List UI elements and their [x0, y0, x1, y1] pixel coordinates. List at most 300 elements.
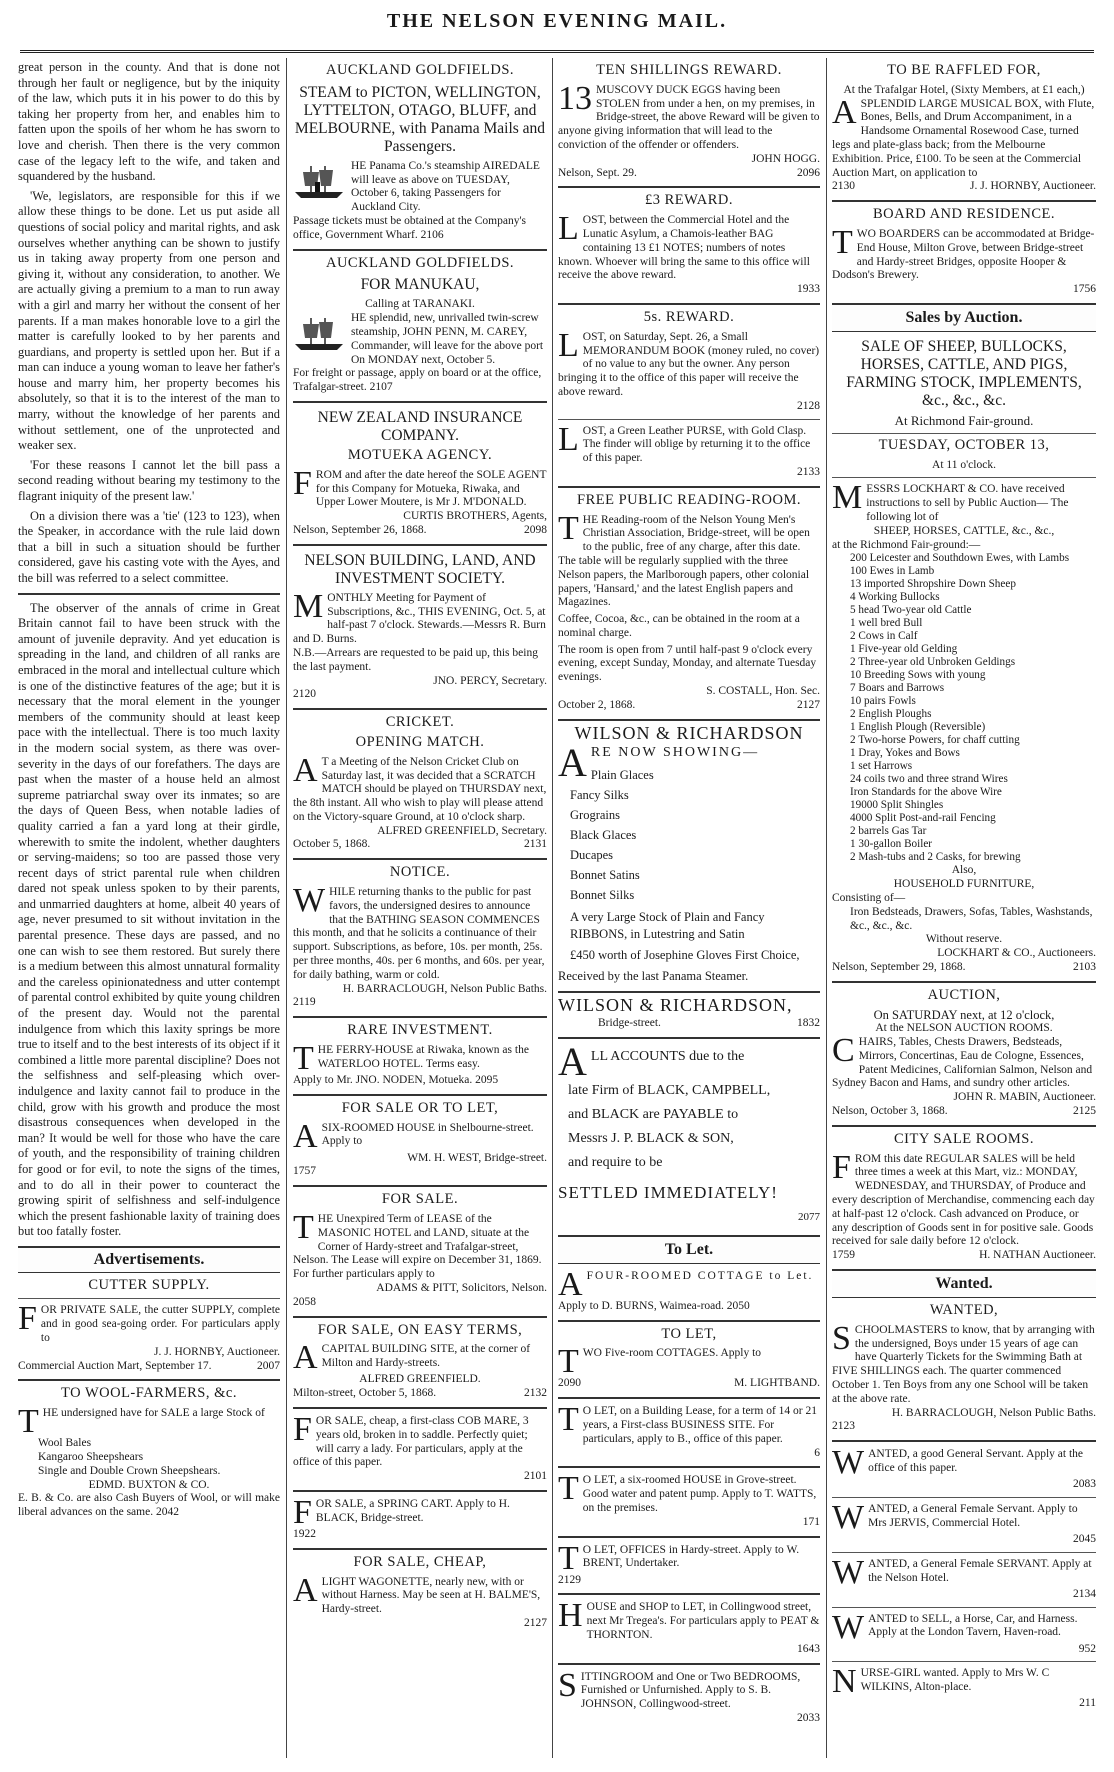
steamship-icon [293, 162, 345, 202]
drop-cap: C [832, 1032, 855, 1070]
ad-subtitle: At the Trafalgar Hotel, (Sixty Members, at £1 each,) [843, 83, 1085, 96]
divider [558, 1593, 820, 1595]
ad-ref: 2090 [558, 1377, 581, 1390]
ad-signature: H. NATHAN Auctioneer. [979, 1249, 1096, 1262]
ad-wagonette [293, 1553, 547, 1631]
divider [832, 1497, 1096, 1498]
drop-cap: F [832, 1148, 851, 1186]
drop-cap: W [832, 1553, 865, 1591]
divider [558, 486, 820, 488]
ad-ref: 1933 [797, 283, 820, 296]
drop-cap: H [558, 1597, 583, 1635]
ad-ref: 2128 [797, 399, 820, 412]
drop-cap: T [832, 223, 853, 261]
divider [832, 477, 1096, 478]
divider [293, 1490, 547, 1492]
ad-footer: Commercial Auction Mart, September 17. [18, 1359, 212, 1372]
ad-footer: Milton-street, October 5, 1868. [293, 1387, 437, 1400]
ad-signature: JNO. PERCY, Secretary. [433, 674, 547, 687]
ad-ref: 171 [802, 1515, 820, 1528]
list-item: 4 Working Bullocks [850, 591, 940, 604]
ad-ref: 2133 [797, 465, 820, 478]
ad-wool-farmers [18, 1387, 280, 1520]
divider [293, 544, 547, 546]
drop-cap: A [558, 1038, 587, 1084]
ad-footer: E. B. & Co. are also Cash Buyers of Wool, or will make liberal advances on the same. [18, 1492, 280, 1519]
ad-also: Also, [951, 864, 977, 877]
ad-ref: 6 [814, 1446, 820, 1459]
ad-lot: SHEEP, HORSES, CATTLE, &c., &c., [873, 524, 1055, 537]
ad-line: Messrs J. P. BLACK & SON, [568, 1130, 734, 1146]
list-item: 19000 Split Shingles [850, 799, 944, 812]
ad-building-site [293, 1321, 547, 1401]
ad-signature: CURTIS BROTHERS, Agents, [403, 510, 547, 523]
list-item: 2 English Ploughs [850, 708, 932, 721]
divider [293, 708, 547, 710]
drop-cap: F [18, 1300, 37, 1338]
ad-headline: RE NOW SHOWING— [590, 745, 760, 761]
divider [558, 1320, 820, 1322]
column-divider [286, 58, 287, 1758]
editorial-paragraph: 'We, legislators, are responsible for this if we allow these things to be done. Let us put aside all questions of social policy and marital rights, and ask ourselves whether anything can be shown to justify us in taking away property from one person and giving it, without any consideration, to another. We are actually giving a premium to a man to run away with a girl and marry her without the consent of her parents. If a man makes honorable love to a girl the matter is carefully looked to by her parents and guardians, and property is settled upon her. But if a man can induce a young woman to leave her father's house and marry him, her property becomes his absolutely, so that it is to the interest of the man to marry, without the knowledge of her parents and without settlement, one of the unprotected and weaker sex. [18, 188, 280, 453]
ad-body: O LET, on a Building Lease, for a term of 14 or 21 years, a First-class BUSINESS SITE. For particulars, apply to B., office of this paper. [582, 1405, 817, 1445]
ad-ref: 2123 [832, 1420, 855, 1433]
list-item: 100 Ewes in Lamb [850, 565, 935, 578]
ad-ref: 2129 [558, 1573, 581, 1586]
divider [293, 1094, 547, 1096]
drop-cap: A [293, 1571, 318, 1609]
ad-title: £3 REWARD. [645, 192, 733, 209]
divider [558, 1397, 820, 1399]
ad-ref: 2125 [1073, 1105, 1096, 1118]
ad-ref: 2083 [1073, 1478, 1096, 1491]
list-item: Fancy Silks [570, 788, 629, 803]
ad-title: FOR SALE OR TO LET, [341, 1099, 499, 1116]
ad-ref: 2130 [832, 180, 855, 193]
column-ads-2 [293, 60, 547, 1760]
ad-footer: October 2, 1868. [558, 698, 636, 711]
drop-cap: L [558, 210, 579, 248]
ad-signature: J. J. HORNBY, Auctioneer. [970, 180, 1096, 193]
drop-cap: T [558, 1401, 579, 1439]
divider [832, 1125, 1096, 1127]
ad-title: FOR SALE. [381, 1191, 459, 1208]
ad-schoolmasters [832, 1304, 1096, 1434]
ad-title: WILSON & RICHARDSON [574, 722, 804, 743]
ad-body: HE splendid, new, unrivalled twin-screw steamship, JOHN PENN, M. CAREY, Commander, will leave for the above port On MONDAY next, October 5. [351, 312, 544, 366]
ad-body: HE Reading-room of the Nelson Young Men's Christian Association, Bridge-street, will be open to the public, free of any charge, after this date. The table will be regularly supplied with the three Nelson papers, the Marlborough papers, other colonial papers, 'Hansard,' and the latest English papers and Magazines. [558, 513, 810, 609]
ad-title: WANTED, [929, 1302, 999, 1319]
ad-cricket [293, 716, 547, 852]
ad-title: AUCKLAND GOLDFIELDS. [325, 62, 515, 78]
divider [832, 981, 1096, 983]
list-item: 10 pairs Fowls [850, 695, 916, 708]
ad-ref: 2095 [475, 1074, 499, 1087]
ad-title: AUCKLAND GOLDFIELDS. [325, 254, 515, 271]
list-item: 2 Cows in Calf [850, 630, 918, 643]
drop-cap: T [18, 1403, 39, 1441]
list-item: Black Glaces [570, 828, 637, 843]
ad-body: OR SALE, a SPRING CART. Apply to H. BLACK, Bridge-street. [315, 1497, 510, 1524]
ad-offices [558, 1539, 820, 1588]
divider [832, 433, 1096, 434]
ad-body: HE Panama Co.'s steamship AIREDALE will leave as above on TUESDAY, October 6, taking Passengers for Auckland City. [351, 159, 540, 214]
ad-title: NEW ZEALAND INSURANCE COMPANY. [317, 408, 523, 444]
divider [558, 1663, 820, 1665]
ad-headline: SALE OF SHEEP, BULLOCKS, HORSES, CATTLE, AND PIGS, FARMING STOCK, IMPLEMENTS, &c., &c., &c. [846, 337, 1082, 409]
drop-cap: T [293, 1209, 314, 1247]
ad-body: URSE-GIRL wanted. Apply to Mrs W. C WILKINS, Alton-place. [860, 1667, 1050, 1694]
ad-body: SIX-ROOMED HOUSE in Shelbourne-street. Apply to [321, 1121, 534, 1148]
ad-place: At Richmond Fair-ground. [894, 412, 1034, 428]
steamship-icon [293, 314, 345, 354]
ad-cob-mare [293, 1411, 547, 1484]
ad-ref: 1922 [293, 1527, 316, 1540]
ad-title: WILSON & RICHARDSON, [558, 995, 793, 1016]
ad-title: NOTICE. [389, 864, 451, 881]
divider [293, 1316, 547, 1318]
ad-auckland-goldfields-1 [293, 64, 547, 243]
ad-line: and require to be [568, 1154, 663, 1170]
ad-body: OR SALE, cheap, a first-class COB MARE, 3 years old, broken in to saddle. Perfectly quiet; will carry a lady. For particulars, apply at the office of this paper. [293, 1415, 529, 1469]
ad-body: WO BOARDERS can be accommodated at Bridge-End House, Milton Grove, between Bridge-street and Hardy-street Bridges, opposite Hooper & Dodson's Brewery. [832, 227, 1095, 282]
ad-title: FOR SALE, CHEAP, [353, 1553, 487, 1570]
drop-cap: A [293, 751, 318, 789]
ad-ref: 2127 [797, 698, 820, 711]
divider [558, 991, 820, 993]
ad-ref: 2127 [524, 1616, 547, 1629]
divider [558, 1037, 820, 1039]
ad-body: OST, between the Commercial Hotel and the Lunatic Asylum, a Chamois-leather BAG containing 13 £1 NOTES; numbers of notes known. Whoever will bring the same to this office will receive the above reward. [558, 214, 810, 282]
ad-subtitle: OPENING MATCH. [355, 733, 485, 750]
ad-footer: Nelson, October 3, 1868. [832, 1105, 948, 1118]
divider [558, 303, 820, 305]
ad-ref: 2131 [524, 838, 547, 851]
ad-ref: 2098 [524, 523, 547, 536]
divider [18, 593, 280, 595]
column-ads-3 [558, 60, 820, 1760]
list-item: 4000 Split Post-and-rail Fencing [850, 812, 996, 825]
ad-paragraph: £450 worth of Josephine Gloves First Choice, [570, 948, 800, 963]
sales-by-auction-heading: Sales by Auction. [832, 303, 1096, 332]
ad-signature: M. LIGHTBAND. [734, 1377, 820, 1390]
ad-body: HE undersigned have for SALE a large Stock of [42, 1407, 265, 1420]
ad-title: TO BE RAFFLED FOR, [887, 62, 1041, 78]
ad-ref: 1759 [832, 1249, 855, 1262]
ad-body: ROM this date REGULAR SALES will be held three times a week at this Mart, viz.: MONDAY, WEDNESDAY, and THURSDAY, of Produce and every description of Merchandise, commencing each day at half-past 12 o'clock. Cash advanced on Produce, or any description of Goods sent in for positive sale. Goods received for sale daily before 12 o'clock. [832, 1152, 1095, 1248]
ad-body: ESSRS LOCKHART & CO. have received instructions to sell by Public Auction— The following lot of [866, 483, 1069, 523]
column-divider [552, 58, 553, 1758]
ad-notice-baths [293, 866, 547, 1010]
ad-subtitle: At the NELSON AUCTION ROOMS. [875, 1022, 1053, 1035]
divider [832, 1661, 1096, 1662]
ad-ref: 2096 [797, 166, 820, 179]
drop-cap: W [832, 1444, 865, 1482]
divider [293, 401, 547, 403]
ad-paragraph: Received by the last Panama Steamer. [558, 969, 749, 984]
divider [293, 249, 547, 251]
ad-sale-or-let [293, 1099, 547, 1179]
ad-subtitle: On SATURDAY next, at 12 o'clock, [873, 1007, 1055, 1022]
list-item: 1 Five-year old Gelding [850, 643, 958, 656]
ad-title: FOR SALE, ON EASY TERMS, [317, 1321, 523, 1338]
divider [293, 1407, 547, 1409]
ad-house-shop [558, 1597, 820, 1656]
ad-body: HE Unexpired Term of LEASE of the MASONIC HOTEL and LAND, situate at the Corner of Hardy-street and Trafalgar-street, Nelson. The Lease will expire on December 31, 1869. For further particulars apply to [293, 1213, 542, 1281]
ad-title: NELSON BUILDING, LAND, AND INVESTMENT SOCIETY. [304, 551, 536, 587]
ad-signature: WM. H. WEST, Bridge-street. [407, 1151, 547, 1164]
ad-auckland-goldfields-2 [293, 254, 547, 395]
drop-cap: T [293, 1040, 314, 1078]
drop-cap: T [558, 1343, 579, 1381]
editorial-paragraph: On a division there was a 'tie' (123 to 123), when the Speaker, in accordance with the rule laid down that a bill in such a situation should be further considered, gave his casting vote with the Ayes, and the bill was referred to a select committee. [18, 508, 280, 585]
ad-body: ANTED, a General Female Servant. Apply to Mrs JERVIS, Commercial Hotel. [868, 1503, 1078, 1529]
drop-cap: A [293, 1117, 318, 1155]
column-divider [826, 58, 827, 1758]
ad-sitting-room [558, 1666, 820, 1726]
ad-signature: H. BARRACLOUGH, Nelson Public Baths. [342, 982, 547, 995]
list-item: 1 30-gallon Boiler [850, 838, 933, 851]
ad-subtitle: Calling at TARANAKI. [365, 298, 475, 311]
drop-cap: N [832, 1663, 857, 1701]
ad-ref: 1643 [797, 1642, 820, 1655]
ad-body: ANTED, a good General Servant. Apply at the office of this paper. [868, 1448, 1084, 1475]
ad-ref: 211 [1079, 1697, 1096, 1710]
ad-wanted-female-servant [832, 1499, 1096, 1547]
divider [558, 419, 820, 420]
ad-ref: 2007 [257, 1359, 280, 1372]
ad-footer: October 5, 1868. [293, 838, 371, 851]
ad-body: ANTED to SELL, a Horse, Car, and Harness. Apply at the London Tavern, Haven-road. [868, 1612, 1078, 1639]
ad-title: CUTTER SUPPLY. [88, 1276, 210, 1293]
editorial-paragraph: The observer of the annals of crime in Great Britain cannot fail to have been struck with the amount of juvenile depravity. And yet education is spreading in the land, and children of all ranks are embraced in the moral and intellectual culture which is one of the distinctive features of the age; but it is necessary that the moral element in the younger members of the community should at least keep pace with the intellectual. There is too much laxity in the modern social system, as there was over-severity in the days of our forefathers. The days are past when the master of a house held an almost supreme patriarchal sway over its inmates; so are the days of Queen Bess, when notable ladies of quality carried a fan a yard long at their girdle, wherewith to smite the indolent, whether daughters or serving-maidens; so too are passed those very recent days of strict parental rule when children dared not speak unless spoken to by their parents, and unmarried daughters at home, albeit 40 years of age, never presumed to sit without invitation in the parental presence. These days are passed, and no one can wish to see them restored. But surely there is a medium between this almost unnatural formality and the careless opinionatedness and utter contempt of parental control exhibited by quite young children of the present day. Would not the parental indulgence from which this laxity springs be more true to itself and to the best interests of its object if it combined a little more parental discipline? Does not the selfishness and self-pleasing which over-indulgence and laxity cannot fail to produce in the child, grow with his growth and produce the most disastrous consequences when developed in the man? It would be well for those who have the care of youth, and the responsibility of training children for good or for evil, to note the signs of the times, and to do all in their power to counteract the growing spirit of selfishness and self-indulgence which the present fashionable laxity of training does but too fatally foster. [18, 600, 280, 1239]
ad-body: O LET, OFFICES in Hardy-street. Apply to W. BRENT, Undertaker. [582, 1543, 800, 1570]
ad-ref: 2103 [1073, 960, 1096, 973]
ad-line: LL ACCOUNTS due to the [590, 1048, 745, 1064]
ad-signature: ALFRED GREENFIELD, Secretary. [377, 824, 547, 837]
ad-paragraph: Coffee, Cocoa, &c., can be obtained in the room at a nominal charge. [558, 613, 800, 639]
ad-body: ANTED, a General Female SERVANT. Apply at the Nelson Hotel. [868, 1557, 1092, 1584]
ad-nurse-girl [832, 1663, 1096, 1711]
ad-title: BOARD AND RESIDENCE. [873, 206, 1055, 223]
ad-signature: JOHN HOGG. [751, 152, 820, 165]
ad-ref: 2050 [726, 1299, 750, 1312]
ad-ref: 1757 [293, 1165, 316, 1178]
drop-cap: A [558, 740, 587, 786]
ad-ref: 952 [1078, 1642, 1096, 1655]
ad-consisting: Consisting of— [832, 891, 906, 904]
editorial-paragraph: 'For these reasons I cannot let the bill pass a second reading without bearing my testimony to the flagrant iniquity of the present law.' [18, 457, 280, 504]
ad-wanted-nelson-hotel [832, 1553, 1096, 1602]
divider [293, 858, 547, 860]
masthead: THE NELSON EVENING MAIL. [386, 10, 728, 32]
list-item: 1 well bred Bull [850, 617, 923, 630]
column-ads-4 [832, 60, 1096, 1760]
drop-cap: F [293, 464, 312, 502]
ad-body: CHOOLMASTERS to know, that by arranging with the undersigned, Boys under 15 years of age can have Quarterly Tickets for the Swimming Bath at FIVE SHILLINGS each. The quarter commenced October 1. Ten Boys from any one School will be taken at the above rate. [832, 1323, 1095, 1405]
ad-ref: 2134 [1073, 1587, 1096, 1600]
list-item: 2 Three-year old Unbroken Geldings [850, 656, 1016, 669]
ad-auction-saturday [832, 986, 1096, 1119]
list-item: 5 head Two-year old Cattle [850, 604, 972, 617]
ad-ref: 2101 [524, 1470, 547, 1483]
list-item: Ducapes [570, 848, 614, 863]
ad-body: HAIRS, Tables, Chests Drawers, Bedsteads, Mirrors, Concertinas, Eau de Cologne, Essences, Patent Medicines, Californian Salmon, Nelson and Sydney Bacon and Hams, and sundry other articles. [832, 1036, 1093, 1090]
ad-city-sale-rooms [832, 1130, 1096, 1263]
divider [558, 719, 820, 721]
ad-richmond-sale [832, 338, 1096, 975]
ad-subheading: HOUSEHOLD FURNITURE, [893, 878, 1035, 891]
ad-title: 5s. REWARD. [643, 308, 735, 325]
ad-line: and BLACK are PAYABLE to [568, 1106, 739, 1122]
ad-body: ITTINGROOM and One or Two BEDROOMS, Furnished or Unfurnished. Apply to S. B. JOHNSON, Collingwood-street. [580, 1670, 801, 1711]
drop-cap: T [558, 509, 579, 547]
ad-signature: ALFRED GREENFIELD. [359, 1373, 481, 1386]
divider [18, 1298, 280, 1299]
list-item: 2 Two-horse Powers, for chaff cutting [850, 734, 1020, 747]
ad-body: T a Meeting of the Nelson Cricket Club on Saturday last, it was decided that a SCRATCH MATCH should be played on THURSDAY next, the 8th instant. All who wish to play will please attend on the Victory-square Ground, at 10 o'clock sharp. [293, 755, 547, 823]
divider [293, 1548, 547, 1550]
ad-wanted-to-sell-horse [832, 1608, 1096, 1657]
drop-cap: W [293, 882, 326, 920]
ad-title: CRICKET. [385, 714, 455, 731]
column-editorial [18, 60, 280, 1760]
ad-body: OUSE and SHOP to LET, in Collingwood street, next Mr Tregea's. For particulars apply to PEAT & THORNTON. [586, 1601, 820, 1642]
ad-ref: 2033 [797, 1712, 820, 1724]
ad-body: OST, a Green Leather PURSE, with Gold Clasp. The finder will oblige by returning it to the office of this paper. [582, 424, 811, 465]
ad-title: RARE INVESTMENT. [347, 1022, 493, 1039]
divider [18, 1379, 280, 1381]
ad-grove-street-house [558, 1470, 820, 1529]
list-item: 24 coils two and three strand Wires [850, 773, 1008, 786]
ad-title: TO LET, [661, 1325, 717, 1342]
divider [832, 1552, 1096, 1553]
ad-reserve: Without reserve. [925, 933, 1003, 946]
ad-footer [293, 215, 547, 243]
ad-three-pound-reward [558, 194, 820, 297]
ad-two-cottages [558, 1325, 820, 1392]
ad-footer: Nelson, Sept. 29. [558, 166, 637, 179]
ad-body: SPLENDID LARGE MUSICAL BOX, with Flute, Bones, Bells, and Drum Accompaniment, in a Handsome Ornamental Rosewood Case, turned legs and plate-glass back; from the Melbourne Exhibition. Price, £100. To be seen at the Commercial Auction Mart, on application to [832, 97, 1095, 179]
ad-board-residence [832, 208, 1096, 297]
ad-ref: 2042 [155, 1506, 179, 1519]
ad-wilson-richardson [558, 722, 820, 986]
list-item: 200 Leicester and Southdown Ewes, with Lambs [850, 552, 1070, 565]
ad-building-society [293, 552, 547, 702]
list-item: Wool Bales [38, 1437, 92, 1450]
ad-time: At 11 o'clock. [932, 458, 996, 471]
list-item: 10 Breeding Sows with young [850, 669, 986, 682]
ad-title: TO WOOL-FARMERS, &c. [61, 1385, 237, 1402]
ad-body: WO Five-room COTTAGES. Apply to [582, 1347, 762, 1360]
list-item: 2 Mash-tubs and 2 Casks, for brewing [850, 851, 1021, 864]
ad-body: ROM and after the date hereof the SOLE AGENT for this Company for Motueka, Riwaka, and Upper Lower Moutere, is Mr J. M'DONALD. [315, 468, 547, 509]
ad-body: HE FERRY-HOUSE at Riwaka, known as the WATERLOO HOTEL. Terms easy. [317, 1044, 529, 1070]
ad-body: FOUR-ROOMED COTTAGE to Let. [586, 1269, 814, 1282]
ad-headline: STEAM to PICTON, WELLINGTON, LYTTELTON, OTAGO, BLUFF, and MELBOURNE, with Panama Mails and Passengers. [294, 83, 546, 155]
ad-note: N.B.—Arrears are requested to be paid up, this being the last payment. [293, 646, 538, 673]
ad-subtitle: FOR MANUKAU, [360, 276, 480, 294]
divider [293, 1016, 547, 1018]
ad-footer-text: Passage tickets must be obtained at the Company's office, Government Wharf. [293, 214, 526, 241]
ad-signature: S. COSTALL, Hon. Sec. [706, 685, 820, 698]
ad-masonic-lease [293, 1193, 547, 1309]
masthead-rule [20, 50, 1094, 53]
ad-ref: 2045 [1073, 1533, 1096, 1546]
ad-furniture: Iron Bedsteads, Drawers, Sofas, Tables, Washstands, &c., &c., &c. [850, 905, 1093, 932]
ad-line: late Firm of BLACK, CAMPBELL, [568, 1082, 771, 1098]
list-item: Grograins [570, 808, 620, 823]
ad-ref: 2132 [524, 1387, 547, 1400]
ad-headline: SETTLED IMMEDIATELY! [558, 1182, 778, 1202]
ad-title: FREE PUBLIC READING-ROOM. [577, 491, 801, 508]
advertisements-heading: Advertisements. [18, 1246, 280, 1273]
ad-body: MUSCOVY DUCK EGGS having been STOLEN from under a hen, on my premises, in Bridge-street, the above Reward will be given to anyone giving information that will lead to the conviction of the offender or offenders. [558, 83, 820, 151]
drop-cap: L [558, 326, 579, 364]
ad-body: OR PRIVATE SALE, the cutter SUPPLY, complete and in good sea-going order. For particulars apply to [40, 1304, 280, 1344]
ad-signature: J. J. HORNBY, Auctioneer. [154, 1345, 280, 1358]
ad-ref: 2106 [420, 228, 444, 241]
drop-cap: M [293, 587, 324, 625]
ad-ref: 2107 [369, 381, 393, 394]
ad-signature: ADAMS & PITT, Solicitors, Nelson. [376, 1282, 547, 1295]
ad-ref: 1832 [797, 1017, 820, 1030]
ad-spring-cart [293, 1493, 547, 1542]
drop-cap: M [832, 479, 863, 517]
editorial-paragraph: great person in the county. And that is done not through her fault or negligence, but by the iniquity of the law, which puts it in his power to do this by taking her property from her, and enables him to fatten upon the spoils of her whom he has sworn to love and cherish. Then there is the very common case of the legacy left to the wife, and taken and squandered by the husband. [18, 60, 280, 184]
drop-cap: A [293, 1339, 318, 1377]
ad-cottage [558, 1265, 820, 1314]
ad-wilson-richardson-address [558, 995, 820, 1031]
list-item: 1 set Harrows [850, 760, 913, 773]
ad-body: ONTHLY Meeting for Payment of Subscriptions, &c., THIS EVENING, Oct. 5, at half-past 7 o'clock. Stewards.—Messrs R. Burn and D. Burns. [293, 591, 546, 646]
ad-signature: EDMD. BUXTON & CO. [88, 1478, 210, 1491]
divider [293, 1185, 547, 1187]
list-item: 2 barrels Gas Tar [850, 825, 927, 838]
ad-footer: Apply to Mr. JNO. NODEN, Motueka. [293, 1074, 473, 1087]
ad-rare-investment [293, 1024, 547, 1088]
drop-cap: A [832, 93, 857, 131]
ad-ten-shillings-reward [558, 64, 820, 180]
drop-cap: L [558, 420, 579, 458]
list-item: Kangaroo Sheepshears [38, 1450, 144, 1463]
drop-cap: S [832, 1319, 851, 1357]
ad-ref: 2058 [293, 1295, 316, 1308]
list-item: Bonnet Silks [570, 888, 635, 903]
divider [558, 186, 820, 188]
ad-wanted-servant [832, 1444, 1096, 1492]
ad-signature: H. BARRACLOUGH, Nelson Public Baths. [891, 1406, 1096, 1419]
divider [832, 200, 1096, 202]
drop-cap: F [293, 1493, 312, 1531]
ad-building-lease [558, 1401, 820, 1460]
ad-footer: Apply to D. BURNS, Waimea-road. [558, 1299, 724, 1312]
drop-cap: T [558, 1470, 579, 1508]
ad-footer: Nelson, September 29, 1868. [832, 960, 966, 973]
ad-title: CITY SALE ROOMS. [894, 1130, 1034, 1147]
list-item: 13 imported Shropshire Down Sheep [850, 578, 1016, 591]
ad-date: TUESDAY, OCTOBER 13, [878, 436, 1050, 453]
ad-location: at the Richmond Fair-ground:— [832, 538, 981, 551]
ad-cutter-supply [18, 1276, 280, 1374]
list-item: Bonnet Satins [570, 868, 640, 883]
ad-signature: LOCKHART & CO., Auctioneers. [937, 947, 1096, 960]
ad-title: AUCTION, [927, 986, 1001, 1003]
ad-raffle [832, 64, 1096, 194]
ad-footer: For freight or passage, apply on board or at the office, Trafalgar-street. [293, 367, 542, 394]
ad-lost-purse [558, 420, 820, 480]
to-let-heading: To Let. [558, 1235, 820, 1264]
